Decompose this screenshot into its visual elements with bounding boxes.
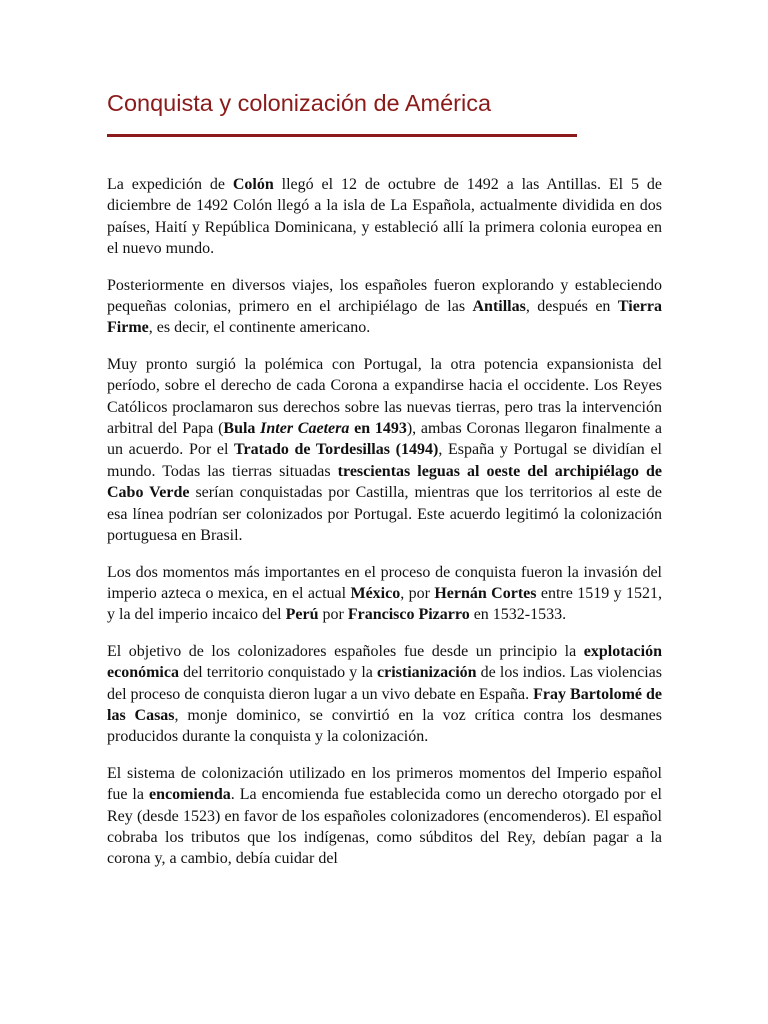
bold-text <box>260 420 349 437</box>
paragraph <box>107 763 662 870</box>
text-run: Posteriormente en diversos viajes, los españoles fueron explorando y estableciendo pequeñas colonias, primero en el archipiélago de las <box>107 276 662 316</box>
bold-text: cristianización <box>377 664 477 682</box>
text-run: El sistema de colonización utilizado en los primeros momentos del Imperio español fue la <box>107 764 662 804</box>
text-run: serían conquistadas por Castilla, mientras que los territorios al este de esa línea podrían ser colonizados por Portugal. Este acuerdo legitimó la colonización portuguesa en Brasil. <box>107 484 662 545</box>
bold-text: explotación económica <box>107 642 662 682</box>
text-run: entre 1519 y 1521, y la del imperio incaico del <box>107 584 663 624</box>
text-run: . La encomienda fue establecida como un derecho otorgado por el Rey (desde 1523) en favor de los españoles colonizadores (encomenderos). El español cobraba los tributos que los indígenas, como súbditos del Rey, debían pagar a la corona y, a cambio, debía cuidar del <box>107 786 662 868</box>
bold-text: Tierra Firme <box>107 298 662 337</box>
paragraph <box>107 174 662 260</box>
bold-text: Perú <box>285 606 319 624</box>
title-underline <box>107 134 577 137</box>
text-run: Muy pronto surgió la polémica con Portugal, la otra potencia expansionista del período, sobre el derecho de cada Corona a expandirse hacia el occidente. Los Reyes Católicos proclamaron sus derechos sobre las nuevas tierras, pero tras la intervención arbitral del Papa ( <box>107 355 662 438</box>
bold-text: Francisco Pizarro <box>347 606 470 624</box>
text-run: , España y Portugal se dividían el mundo. Todas las tierras situadas <box>107 441 663 480</box>
text-run: El objetivo de los colonizadores españoles fue desde un principio la <box>107 642 584 660</box>
document-body <box>107 174 662 885</box>
bold-text: Hernán Cortes <box>434 584 537 602</box>
bold-text: trescientas leguas al oeste del archipiélago de Cabo Verde <box>107 462 662 502</box>
paragraph <box>107 641 662 748</box>
bold-text: México <box>350 584 401 602</box>
bold-text: Colón <box>232 176 274 193</box>
text-run: en 1532-1533. <box>469 606 567 624</box>
text-run: de los indios. Las violencias del proceso de conquista dieron lugar a un vivo debate en España. <box>107 664 663 703</box>
text-run: , después en <box>525 298 618 316</box>
bold-text: Bula <box>223 420 261 438</box>
paragraph <box>107 275 662 339</box>
emphasis-text: Inter Caetera <box>260 420 350 438</box>
text-run: La expedición de <box>107 176 233 193</box>
bold-text: Fray Bartolomé de las Casas <box>107 685 663 724</box>
text-run: , por <box>400 584 435 602</box>
paragraph <box>107 562 662 626</box>
bold-text: encomienda <box>148 786 231 804</box>
bold-text: Antillas <box>472 298 526 316</box>
text-run: Los dos momentos más importantes en el proceso de conquista fueron la invasión del imperio azteca o mexica, en el actual <box>107 563 662 602</box>
text-run: , es decir, el continente americano. <box>148 319 371 337</box>
bold-text: en 1493 <box>349 420 407 438</box>
text-run: , monje dominico, se convirtió en la voz crítica contra los desmanes producidos durante la conquista y la colonización. <box>107 706 662 746</box>
page-title: Conquista y colonización de América <box>107 90 492 116</box>
text-run: ), ambas Coronas llegaron finalmente a un acuerdo. Por el <box>107 420 663 459</box>
text-run: llegó el 12 de octubre de 1492 a las Antillas. El 5 de diciembre de 1492 Colón llegó a la isla de La Española, actualmente dividida en dos países, Haití y República Dominicana, y estableció allí la primera colonia europea en el nuevo mundo. <box>107 176 662 258</box>
bold-text: Tratado de Tordesillas (1494) <box>234 441 439 459</box>
text-run: por <box>318 606 348 624</box>
paragraph <box>107 354 662 547</box>
text-run: del territorio conquistado y la <box>178 664 377 682</box>
